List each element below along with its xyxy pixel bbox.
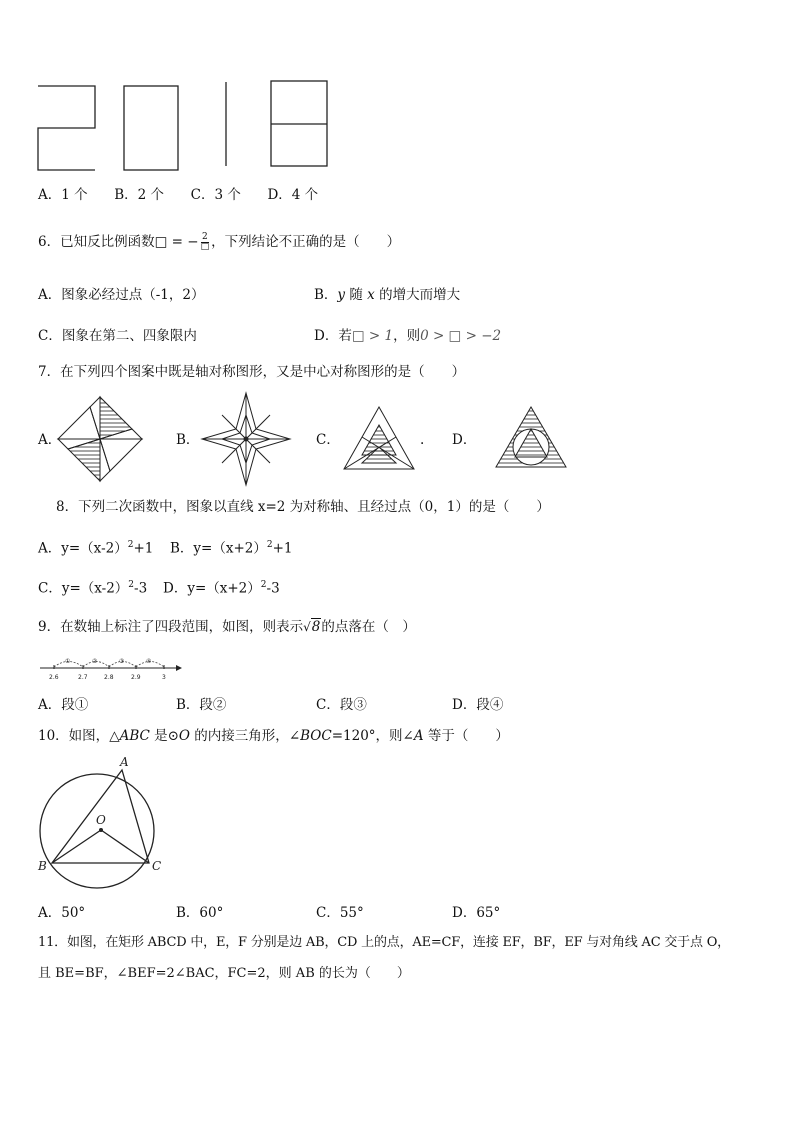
q10-mid2: 的内接三角形， bbox=[190, 728, 289, 744]
q7-label-a[interactable]: A． bbox=[38, 432, 62, 448]
q10-stem-prefix: 10．如图， bbox=[38, 728, 110, 744]
seg-3: ③ bbox=[119, 658, 125, 665]
q5-option-b[interactable]: B．2 个 bbox=[114, 187, 165, 203]
q8-option-d[interactable] bbox=[163, 576, 280, 598]
q6-optb-prefix: B． bbox=[314, 287, 338, 303]
q7-figure-b-star bbox=[202, 393, 290, 485]
q11-line-2: 且 BE=BF，∠BEF=2∠BAC，FC=2，则 AB 的长为（ ） bbox=[38, 966, 410, 981]
q10-circle-figure bbox=[30, 752, 210, 892]
q10-option-d[interactable]: D．65° bbox=[452, 905, 501, 921]
q6-stem-prefix: 6．已知反比例函数 bbox=[38, 234, 155, 250]
q7-stem: 7．在下列四个图案中既是轴对称图形，又是中心对称图形的是（ ） bbox=[38, 364, 466, 380]
tick-2-6: 2.6 bbox=[49, 674, 59, 681]
q9-option-c[interactable]: C．段③ bbox=[316, 697, 367, 713]
q9-stem-suffix: 的点落在（ ） bbox=[321, 619, 416, 635]
q7-figure-d-triangle-circle bbox=[496, 407, 566, 467]
q6-stem bbox=[38, 233, 400, 252]
tick-3: 3 bbox=[162, 674, 166, 681]
q5-shape-1 bbox=[38, 86, 95, 170]
q5-option-a[interactable]: A．1 个 bbox=[38, 187, 88, 203]
q5-figures bbox=[0, 0, 794, 180]
q6-optd-result: 0 > □ > −2 bbox=[420, 328, 502, 344]
seg-2: ② bbox=[92, 658, 98, 665]
q6-frac-num: 2 bbox=[201, 232, 208, 242]
q8-optd-sup: 2 bbox=[260, 580, 267, 590]
q10-option-c[interactable]: C．55° bbox=[316, 905, 364, 921]
q8-opta-text: A．y=（x-2） bbox=[38, 540, 128, 557]
tick-2-8: 2.8 bbox=[104, 674, 114, 681]
q8-stem: 8．下列二次函数中，图象以直线 x=2 为对称轴、且经过点（0，1）的是（ ） bbox=[56, 499, 550, 515]
q7-dot: . bbox=[420, 432, 425, 448]
q5-option-d[interactable]: D．4 个 bbox=[267, 187, 319, 203]
q10-angle-boc: ∠BOC bbox=[288, 728, 332, 744]
q10-mid1: 是 bbox=[149, 728, 168, 744]
q8-option-b[interactable] bbox=[170, 536, 293, 558]
seg-4: ④ bbox=[146, 658, 152, 665]
q9-option-b[interactable]: B．段② bbox=[176, 697, 227, 713]
tick-2-7: 2.7 bbox=[78, 674, 88, 681]
q10-option-b[interactable]: B．60° bbox=[176, 905, 224, 921]
q5-options bbox=[38, 186, 318, 204]
q10-stem-suffix: 等于（ ） bbox=[423, 728, 509, 744]
q8-optd-text: D．y=（x+2） bbox=[163, 580, 261, 597]
q7-figure-a-pinwheel bbox=[58, 397, 142, 481]
q6-optb-suffix: 的增大而增大 bbox=[374, 287, 461, 303]
q8-optc-sup: 2 bbox=[128, 580, 135, 590]
q9-stem-prefix: 9．在数轴上标注了四段范围，如图，则表示 bbox=[38, 619, 304, 635]
q6-option-a[interactable]: A．图象必经过点（-1，2） bbox=[38, 287, 205, 303]
q6-optb-mid: 随 bbox=[345, 287, 368, 303]
q10-mid3: =120°，则 bbox=[331, 728, 403, 744]
q8-optb-text: B．y=（x+2） bbox=[170, 540, 267, 557]
q9-number-line bbox=[38, 654, 198, 684]
q6-fraction bbox=[201, 233, 210, 252]
q8-optb-sup: 2 bbox=[266, 540, 273, 550]
tick-2-9: 2.9 bbox=[131, 674, 141, 681]
q10-stem bbox=[38, 727, 509, 745]
q8-option-c[interactable] bbox=[38, 576, 147, 598]
q8-option-a[interactable] bbox=[38, 536, 153, 558]
q6-optb-x: x bbox=[367, 287, 375, 303]
q8-optc-tail: -3 bbox=[134, 580, 148, 597]
point-b: B bbox=[38, 859, 47, 873]
axis-arrow-icon bbox=[176, 665, 182, 671]
q8-opta-sup: 2 bbox=[127, 540, 134, 550]
q10-angle-a: ∠A bbox=[402, 728, 424, 744]
q10-triangle: △ABC bbox=[109, 728, 150, 744]
point-o: O bbox=[96, 813, 106, 827]
q6-function: □ = − bbox=[154, 234, 199, 250]
q9-option-a[interactable]: A．段① bbox=[38, 697, 89, 713]
q8-optd-tail: -3 bbox=[266, 580, 280, 597]
point-c: C bbox=[152, 859, 162, 873]
q6-frac-den: □ bbox=[200, 242, 210, 252]
q6-optb-y: y bbox=[337, 287, 346, 303]
q9-stem bbox=[38, 618, 416, 636]
q5-option-c[interactable]: C．3 个 bbox=[190, 187, 241, 203]
sqrt-symbol: √ bbox=[303, 620, 311, 634]
q6-optd-cond: □ > 1 bbox=[351, 328, 394, 344]
q8-optc-text: C．y=（x-2） bbox=[38, 580, 129, 597]
point-a: A bbox=[120, 755, 129, 769]
q7-figure-c-triangle bbox=[344, 407, 414, 469]
q6-option-c[interactable]: C．图象在第二、四象限内 bbox=[38, 328, 197, 344]
q7-label-d[interactable]: D． bbox=[452, 432, 477, 448]
q7-figures bbox=[0, 385, 794, 505]
q8-optb-tail: +1 bbox=[272, 540, 293, 557]
q6-option-b[interactable] bbox=[314, 286, 460, 304]
q7-label-c[interactable]: C． bbox=[316, 432, 340, 448]
q6-option-d[interactable] bbox=[314, 327, 501, 345]
q9-option-d[interactable]: D．段④ bbox=[452, 697, 504, 713]
q5-shape-2 bbox=[124, 86, 178, 170]
q6-stem-suffix: ，下列结论不正确的是（ ） bbox=[211, 234, 401, 250]
q10-circle: ⊙O bbox=[167, 728, 191, 744]
q9-sqrt-value: 8 bbox=[311, 619, 321, 635]
q10-option-a[interactable]: A．50° bbox=[38, 905, 86, 921]
q6-optd-prefix: D．若 bbox=[314, 328, 352, 344]
q8-opta-tail: +1 bbox=[133, 540, 154, 557]
q7-label-b[interactable]: B． bbox=[176, 432, 200, 448]
circle-o bbox=[40, 774, 154, 888]
seg-1: ① bbox=[65, 658, 71, 665]
q6-optd-mid: ，则 bbox=[393, 328, 421, 344]
q11-line-1: 11．如图，在矩形 ABCD 中，E，F 分别是边 AB，CD 上的点，AE=CF，连接 EF，BF，EF 与对角线 AC 交于点 O， bbox=[38, 935, 730, 950]
